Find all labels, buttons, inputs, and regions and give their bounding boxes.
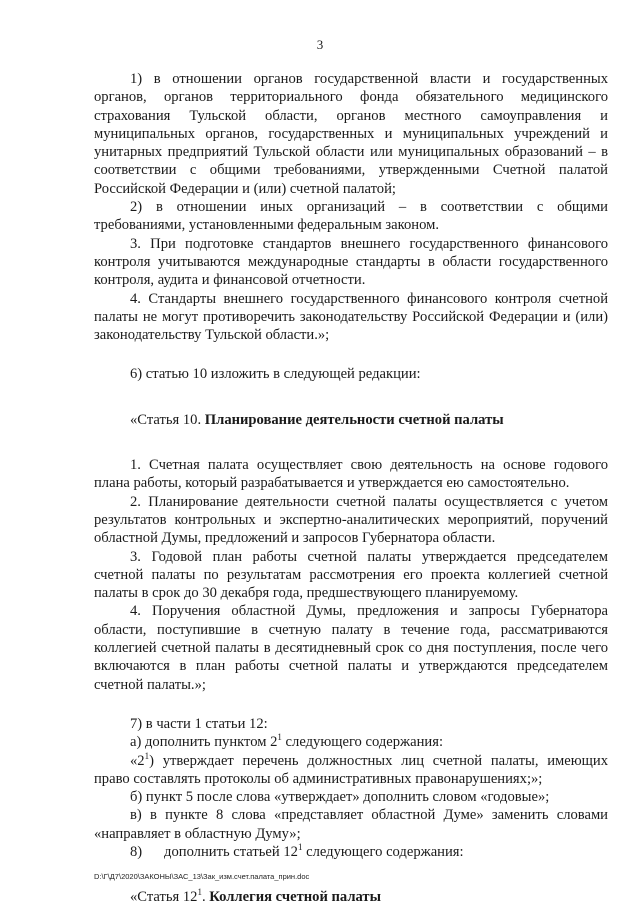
paragraph: 3. Годовой план работы счетной палаты утверждается председателем счетной палаты по результатам рассмотрения его проекта коллегией счетной палаты в срок до 30 декабря года, предшествующего планируемому.: [94, 548, 608, 602]
item-7: 7) в части 1 статьи 12:: [130, 715, 268, 732]
paragraph: 1. Счетная палата осуществляет свою деятельность на основе годового плана работы, который разрабатывается и утверждается ею самостоятельно.: [94, 457, 608, 492]
paragraph: 2. Планирование деятельности счетной палаты осуществляется с учетом результатов контрольных и экспертно-аналитических мероприятий, поручений областной Думы, предложений и запросов Губернатора области.: [94, 493, 608, 547]
article-10-title: Планирование деятельности счетной палаты: [204, 411, 504, 428]
item-7b: б) пункт 5 после слова «утверждает» дополнить словом «годовые»;: [130, 789, 550, 806]
item-7a: а) дополнить пунктом $2^1$ следующего содержания:: [130, 732, 444, 751]
item-8: 8) дополнить статьей $12^1$ следующего содержания:: [130, 842, 464, 860]
document-body: [94, 70, 608, 907]
article-10-heading: [94, 411, 608, 429]
item-7a-text: «$2^1$) утверждает перечень должностных лиц счетной палаты, имеющих право составлять протоколы об административных правонарушениях;»;: [94, 750, 608, 787]
item-7c: в) в пункте 8 слова «представляет областной Думе» заменить словами «направляет в областную Думу»;: [94, 807, 608, 842]
paragraph: 2) в отношении иных организаций – в соответствии с общими требованиями, установленными федеральным законом.: [94, 199, 608, 234]
item-6: 6) статью 10 изложить в следующей редакции:: [130, 366, 421, 383]
file-path-footer: D:\Г\Д7\2020\ЗАКОНЫ\ЗАС_13\Зак_изм.счет.палата_прин.doc: [94, 872, 310, 881]
paragraph: 3. При подготовке стандартов внешнего государственного финансового контроля учитываются международные стандарты в области государственного контроля, аудита и финансовой отчетности.: [94, 235, 608, 289]
article-12-1-title: Коллегия счетной палаты: [209, 889, 381, 906]
article-10-prefix: «Статья 10.: [130, 411, 205, 428]
paragraph: 1) в отношении органов государственной власти и государственных органов, органов территориального фонда обязательного медицинского страхования Тульской области, органов местного самоуправления и муниципальных органов, государственных и муниципальных учреждений и унитарных предприятий Тульской области или муниципальных образований – в соответствии с общими требованиями, утвержденными Счетной палатой Российской Федерации и (или) счетной палатой;: [94, 71, 608, 197]
article-12-1-heading: «Статья $12^1$. Коллегия счетной палаты: [130, 887, 381, 906]
page-number: 3: [316, 37, 324, 52]
paragraph: 4. Поручения областной Думы, предложения и запросы Губернатора области, поступившие в счетную палату в течение года, рассматриваются коллегией счетной палаты в десятидневный срок со дня поступления, после чего включаются в план работы счетной палаты и утверждаются председателем счетной палаты.»;: [94, 603, 608, 693]
paragraph: 4. Стандарты внешнего государственного финансового контроля счетной палаты не могут противоречить законодательству Российской Федерации и (или) законодательству Тульской области.»;: [94, 290, 608, 344]
